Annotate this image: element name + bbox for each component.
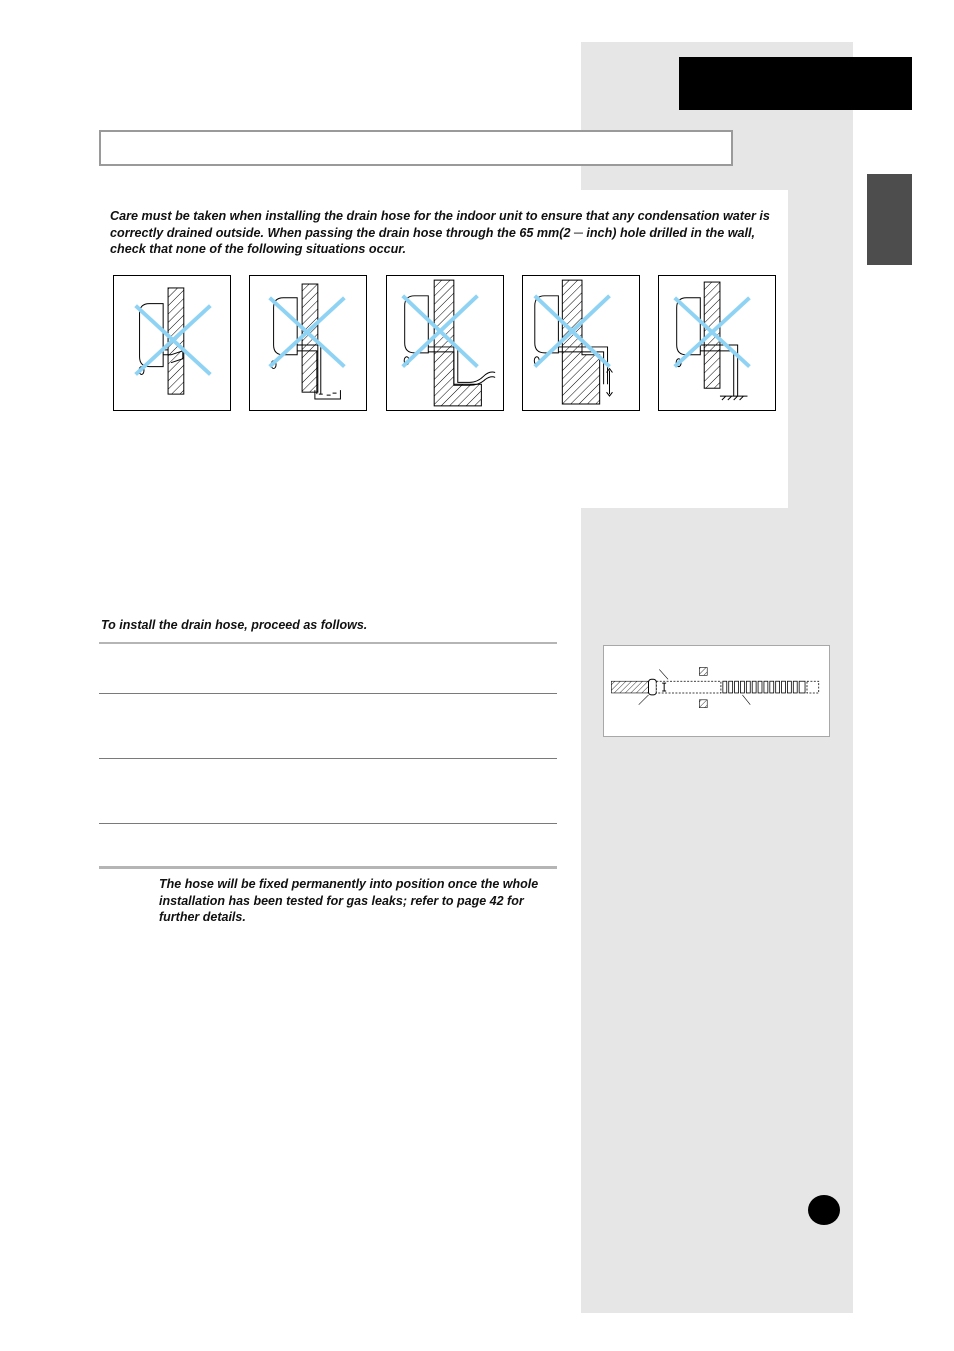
divider-bottom: [99, 866, 557, 869]
section-edge-tab: [867, 174, 912, 265]
page-number-badge: [808, 1195, 840, 1225]
divider-step-3: [99, 823, 557, 824]
section-title-box: [99, 130, 733, 166]
drain-hose-illustration: [603, 645, 830, 737]
divider-top: [99, 642, 557, 644]
procedure-label: To install the drain hose, proceed as follows.: [101, 618, 368, 632]
chapter-header-tab: [679, 57, 912, 110]
warning-intro-text: Care must be taken when installing the drain hose for the indoor unit to ensure that any condensation water is correctly drained outside. When passing the drain hose through the 65 mm(2 ─ inch) hole drilled in the wall, check that none of the following situations occur.: [110, 209, 770, 256]
note-text: The hose will be fixed permanently into position once the whole installation has been tested for gas leaks; refer to page 42 for further details.: [159, 877, 539, 924]
incorrect-drain-figure-3: [386, 275, 504, 411]
incorrect-drain-figure-2: [249, 275, 367, 411]
incorrect-drain-figure-5: [658, 275, 776, 411]
divider-step-2: [99, 758, 557, 759]
divider-step-1: [99, 693, 557, 694]
incorrect-drain-figure-1: [113, 275, 231, 411]
incorrect-drain-figure-4: [522, 275, 640, 411]
